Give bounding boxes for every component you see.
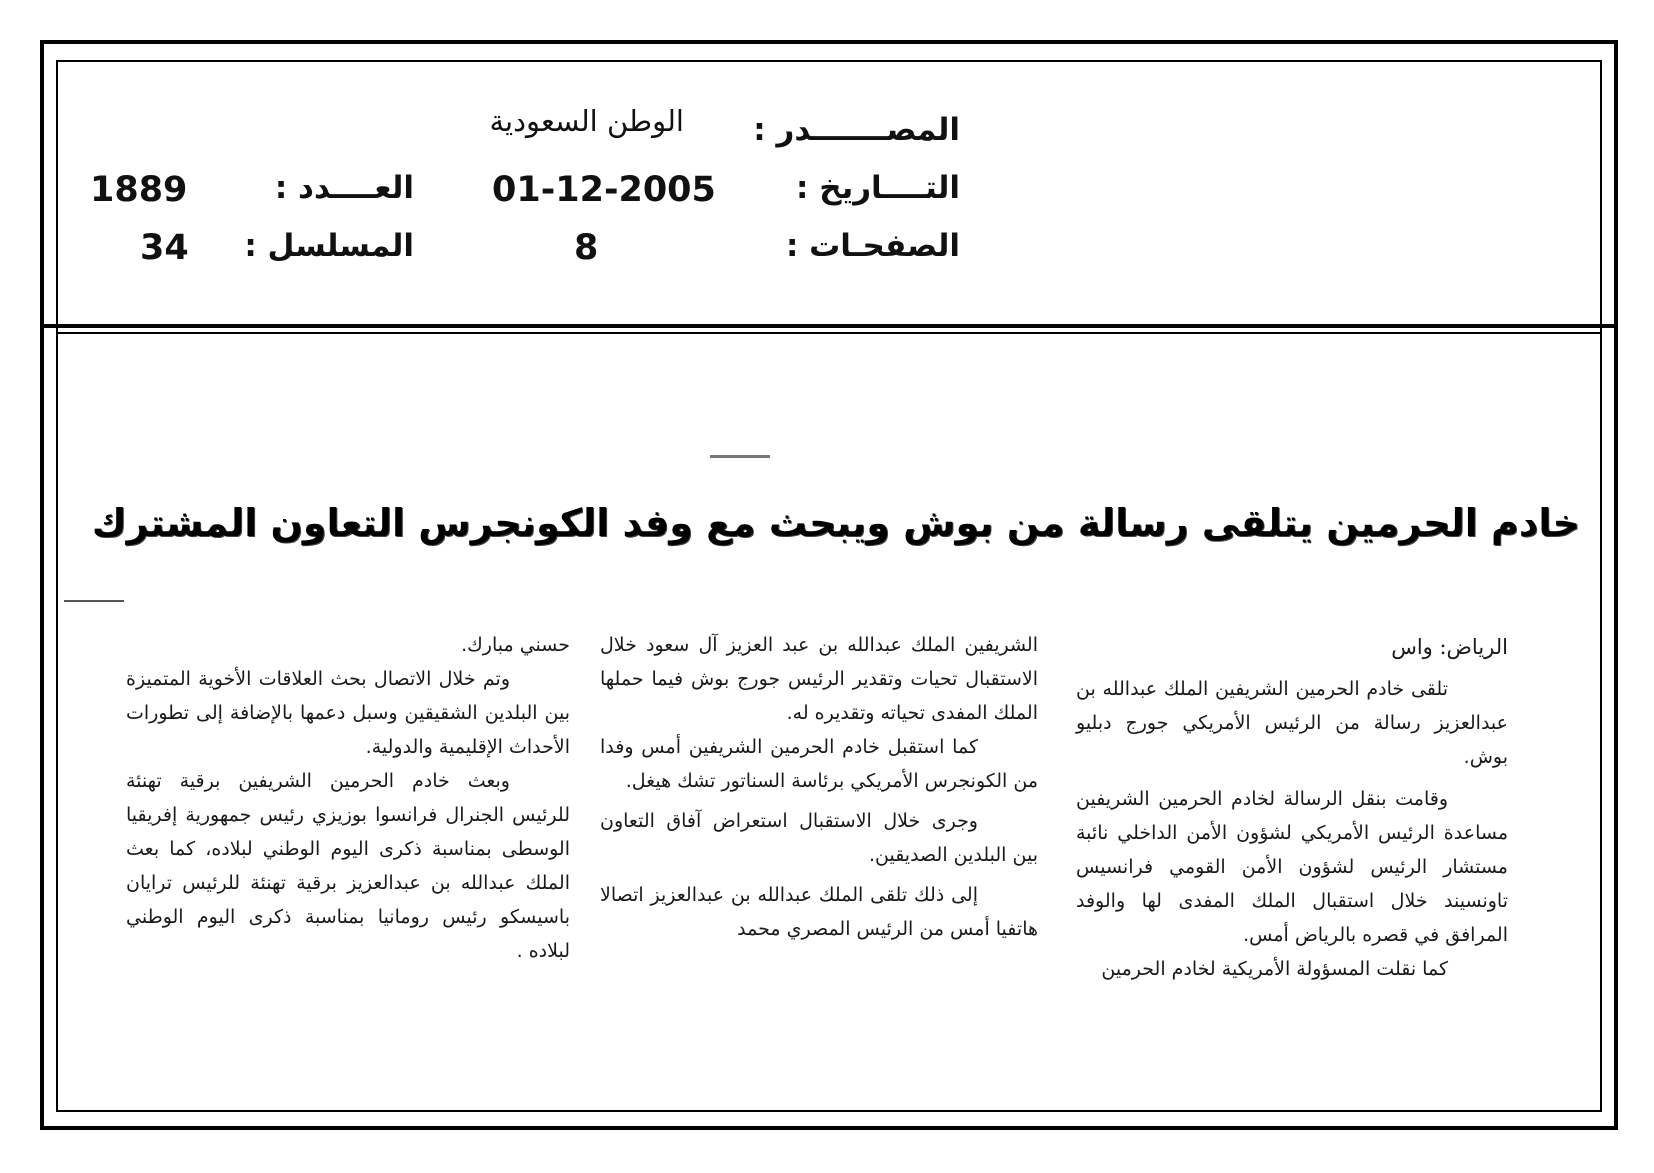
paragraph: حسني مبارك. xyxy=(461,634,570,656)
paragraph: وجرى خلال الاستقبال استعراض آفاق التعاون بين البلدين الصديقين. xyxy=(600,810,1038,866)
pages-label: الصفحـات : xyxy=(785,228,960,264)
article-dateline: الرياض: واس xyxy=(1391,635,1508,659)
paragraph: تلقى خادم الحرمين الشريفين الملك عبدالله بن عبدالعزيز رسالة من الرئيس الأمريكي جورج دبليو بوش. xyxy=(1076,678,1508,768)
serial-value: 34 xyxy=(140,228,189,268)
article-column-1 xyxy=(1076,630,1508,986)
headline-underline xyxy=(64,600,124,602)
article-column-3 xyxy=(126,628,570,968)
source-label: المصـــــــدر : xyxy=(753,112,960,148)
issue-label: العــــدد : xyxy=(274,170,414,206)
article-headline: خادم الحرمين يتلقى رسالة من بوش ويبحث مع وفد الكونجرس التعاون المشترك xyxy=(91,501,1580,545)
paragraph: وتم خلال الاتصال بحث العلاقات الأخوية المتميزة بين البلدين الشقيقين وسبل دعمها بالإضافة إلى تطورات الأحداث الإقليمية والدولية. xyxy=(126,668,570,758)
header-divider-inner xyxy=(56,332,1602,334)
pages-value: 8 xyxy=(574,228,599,268)
paragraph: وقامت بنقل الرسالة لخادم الحرمين الشريفين مساعدة الرئيس الأمريكي لشؤون الأمن الداخلي نائبة مستشار الرئيس لشؤون الأمن القومي فرانسيس تاونسيند خلال استقبال الملك المفدى لها والوفد المرافق في قصره بالرياض أمس. xyxy=(1076,788,1508,946)
scan-mark xyxy=(710,455,770,458)
paragraph: كما نقلت المسؤولة الأمريكية لخادم الحرمين xyxy=(1101,958,1448,980)
date-label: التــــاريخ : xyxy=(796,170,960,206)
source-value: الوطن السعودية xyxy=(489,104,684,138)
serial-label: المسلسل : xyxy=(244,228,414,264)
header-divider xyxy=(40,324,1618,328)
headline-container xyxy=(70,470,1580,580)
paragraph: إلى ذلك تلقى الملك عبدالله بن عبدالعزيز اتصالا هاتفيا أمس من الرئيس المصري محمد xyxy=(600,884,1038,940)
paragraph: كما استقبل خادم الحرمين الشريفين أمس وفدا من الكونجرس الأمريكي برئاسة السناتور تشك هيغل. xyxy=(600,736,1038,792)
issue-value: 1889 xyxy=(90,170,188,210)
paragraph: وبعث خادم الحرمين الشريفين برقية تهنئة للرئيس الجنرال فرانسوا بوزيزي رئيس جمهورية إفريقيا الوسطى بمناسبة ذكرى اليوم الوطني لبلاده، كما بعث الملك عبدالله بن عبدالعزيز برقية تهنئة للرئيس ترايان باسيسكو رئيس رومانيا بمناسبة ذكرى اليوم الوطني لبلاده . xyxy=(126,770,570,962)
paragraph: الشريفين الملك عبدالله بن عبد العزيز آل سعود خلال الاستقبال تحيات وتقدير الرئيس جورج بوش فيما حملها الملك المفدى تحياته وتقديره له. xyxy=(600,634,1038,724)
date-value: 01-12-2005 xyxy=(492,170,716,210)
article-column-2 xyxy=(600,628,1038,946)
